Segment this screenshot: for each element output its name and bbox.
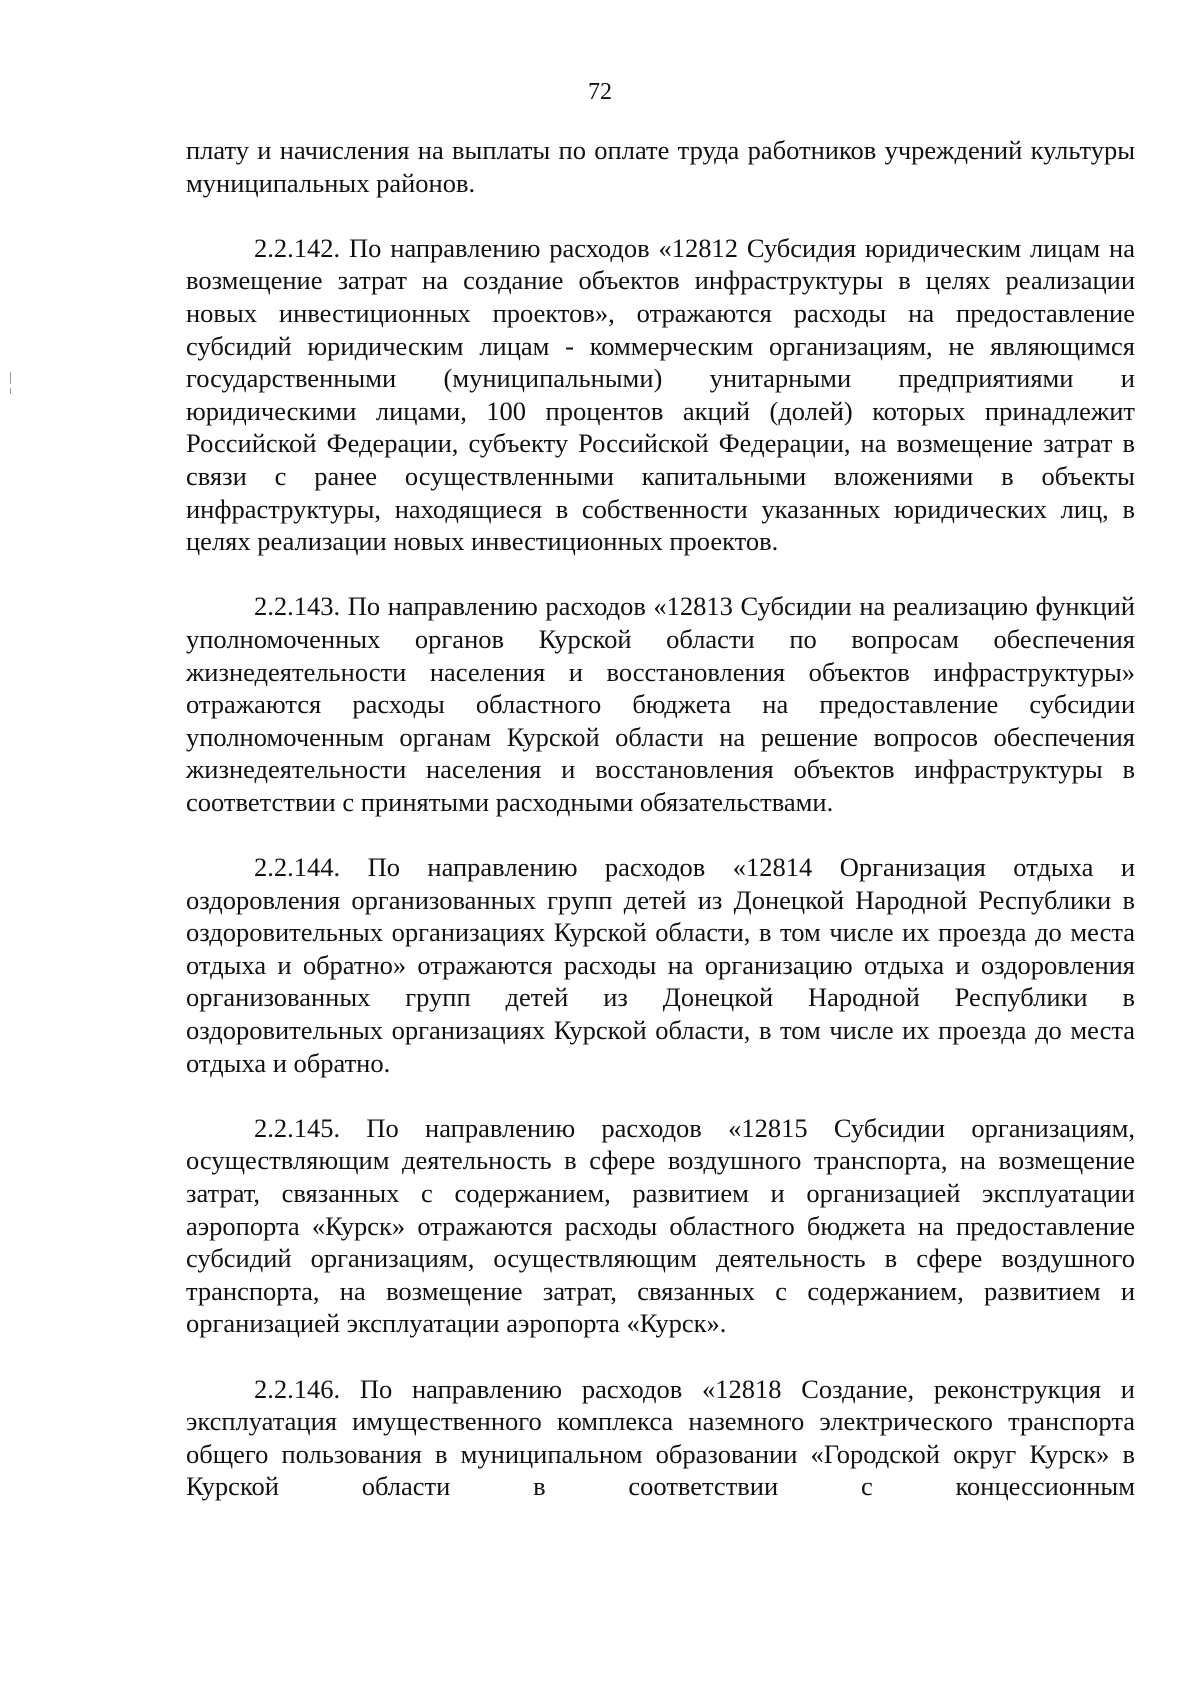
paragraph-item-2-2-143: 2.2.143. По направлению расходов «12813 Субсидии на реализацию функций уполномоченных органов Курской области по вопросам обеспечения жизнедеятельности населения и восстановления объектов инфраструктуры» отражаются расходы областного бюджета на предоставление субсидии уполномоченным органам Курской области на решение вопросов обеспечения жизнедеятельности населения и восстановления объектов инфраструктуры в соответствии с принятыми расходными обязательствами.: [186, 591, 1135, 817]
paragraph-item-2-2-146: 2.2.146. По направлению расходов «12818 Создание, реконструкция и эксплуатация имущественного комплекса наземного электрического транспорта общего пользования в муниципальном образовании «Городской округ Курск» в Курской области в соответствии с концессионным: [186, 1373, 1135, 1502]
paragraph-continuation: плату и начисления на выплаты по оплате труда работников учреждений культуры муниципальных районов.: [186, 135, 1135, 198]
paragraph-item-2-2-142: 2.2.142. По направлению расходов «12812 Субсидия юридическим лицам на возмещение затрат на создание объектов инфраструктуры в целях реализации новых инвестиционных проектов», отражаются расходы на предоставление субсидий юридическим лицам - коммерческим организациям, не являющимся государственными (муниципальными) унитарными предприятиями и юридическими лицами, 100 процентов акций (долей) которых принадлежит Российской Федерации, субъекту Российской Федерации, на возмещение затрат в связи с ранее осуществленными капитальными вложениями в объекты инфраструктуры, находящиеся в собственности указанных юридических лиц, в целях реализации новых инвестиционных проектов.: [186, 232, 1135, 557]
paragraph-item-2-2-145: 2.2.145. По направлению расходов «12815 Субсидии организациям, осуществляющим деятельность в сфере воздушного транспорта, на возмещение затрат, связанных с содержанием, развитием и организацией эксплуатации аэропорта «Курск» отражаются расходы областного бюджета на предоставление субсидий организациям, осуществляющим деятельность в сфере воздушного транспорта, на возмещение затрат, связанных с содержанием, развитием и организацией эксплуатации аэропорта «Курск».: [186, 1112, 1135, 1339]
page-number: 72: [588, 79, 612, 105]
scan-mark: [10, 388, 11, 394]
document-body: [186, 134, 1135, 1503]
scan-mark: [10, 372, 11, 384]
paragraph-item-2-2-144: 2.2.144. По направлению расходов «12814 Организация отдыха и оздоровления организованных групп детей из Донецкой Народной Республики в оздоровительных организациях Курской области, в том числе их проезда до места отдыха и обратно» отражаются расходы на организацию отдыха и оздоровления организованных групп детей из Донецкой Народной Республики в оздоровительных организациях Курской области, в том числе их проезда до места отдыха и обратно.: [186, 852, 1135, 1078]
